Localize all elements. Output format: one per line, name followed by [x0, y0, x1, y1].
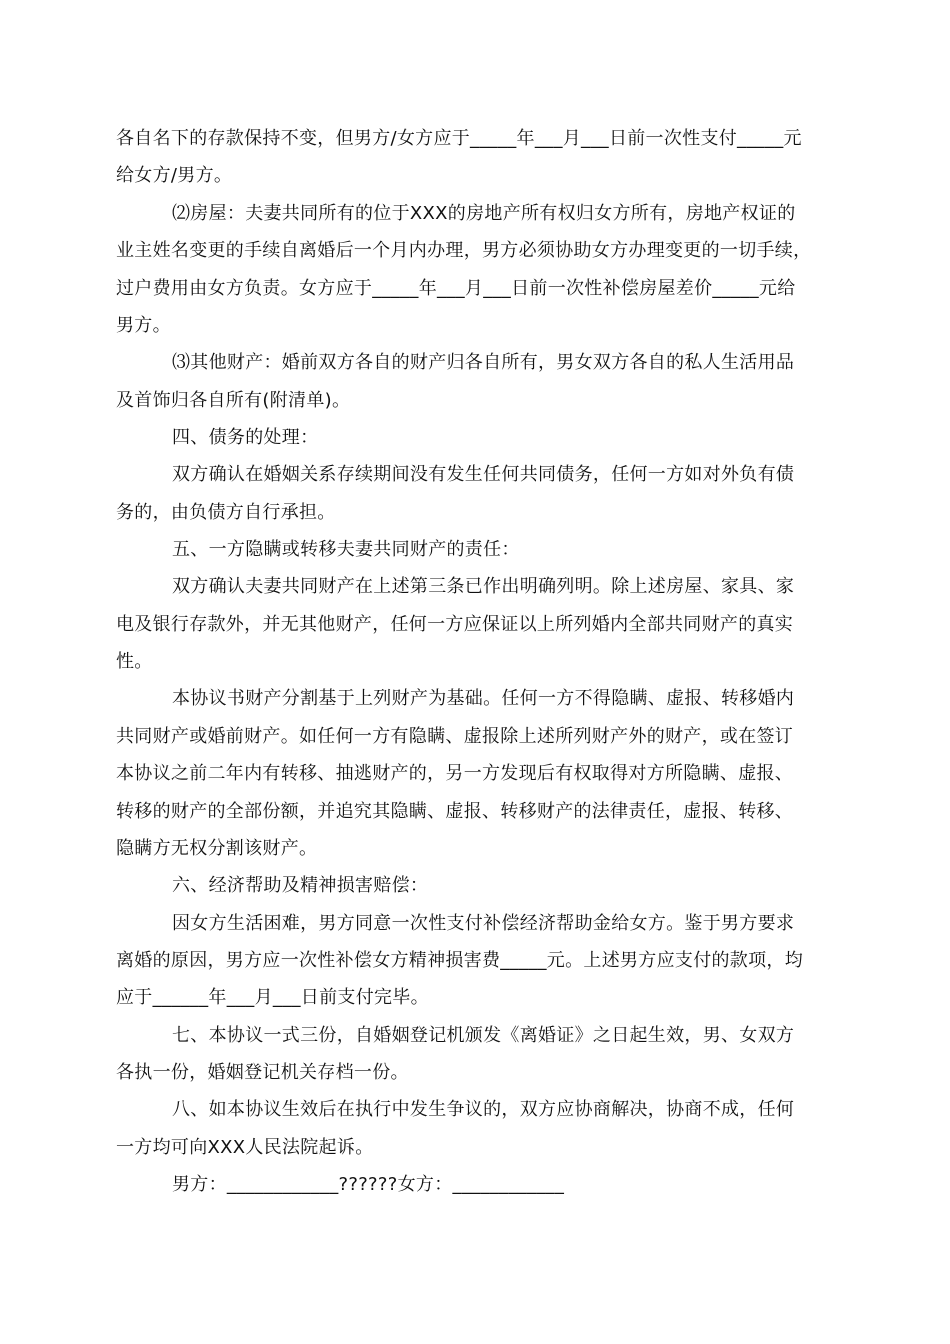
text-line: ⑶其他财产：婚前双方各自的财产归各自所有，男女双方各自的私人生活用品	[172, 352, 795, 373]
text-line: 本协议书财产分割基于上列财产为基础。任何一方不得隐瞒、虚报、转移婚内	[172, 688, 795, 709]
text-line: 共同财产或婚前财产。如任何一方有隐瞒、虚报除上述所列财产外的财产，或在签订	[116, 726, 794, 747]
section-heading: 四、债务的处理：	[172, 427, 319, 448]
text-line: ⑵房屋：夫妻共同所有的位于XXX的房地产所有权归女方所有，房地产权证的	[172, 203, 796, 224]
text-line: 应于______年___月___日前支付完毕。	[116, 987, 429, 1008]
text-line: 性。	[116, 651, 153, 672]
text-line: 隐瞒方无权分割该财产。	[116, 838, 318, 859]
text-line: 因女方生活困难，男方同意一次性支付补偿经济帮助金给女方。鉴于男方要求	[172, 913, 795, 934]
text-line: 八、如本协议生效后在执行中发生争议的，双方应协商解决，协商不成，任何	[172, 1099, 795, 1120]
section-heading: 六、经济帮助及精神损害赔偿：	[172, 875, 429, 896]
text-line: 双方确认夫妻共同财产在上述第三条已作出明确列明。除上述房屋、家具、家	[172, 576, 795, 597]
text-line: 各自名下的存款保持不变，但男方/女方应于_____年___月___日前一次性支付_____元	[116, 128, 802, 149]
text-line: 双方确认在婚姻关系存续期间没有发生任何共同债务，任何一方如对外负有债	[172, 464, 795, 485]
text-line: 一方均可向XXX人民法院起诉。	[116, 1137, 374, 1158]
text-line: 务的，由负债方自行承担。	[116, 502, 336, 523]
text-line: 各执一份，婚姻登记机关存档一份。	[116, 1062, 409, 1083]
text-line: 转移的财产的全部份额，并追究其隐瞒、虚报、转移财产的法律责任，虚报、转移、	[116, 801, 794, 822]
text-line: 过户费用由女方负责。女方应于_____年___月___日前一次性补偿房屋差价_____元给	[116, 278, 796, 299]
text-line: 业主姓名变更的手续自离婚后一个月内办理，男方必须协助女方办理变更的一切手续，	[116, 240, 812, 261]
text-line: 电及银行存款外，并无其他财产，任何一方应保证以上所列婚内全部共同财产的真实	[116, 614, 794, 635]
text-line: 七、本协议一式三份，自婚姻登记机颁发《离婚证》之日起生效，男、女双方	[172, 1025, 795, 1046]
text-line: 给女方/男方。	[116, 165, 233, 186]
text-line: 男方。	[116, 315, 171, 336]
text-line: 本协议之前二年内有转移、抽逃财产的，另一方发现后有权取得对方所隐瞒、虚报、	[116, 763, 794, 784]
text-line: 离婚的原因，男方应一次性补偿女方精神损害费_____元。上述男方应支付的款项，均	[116, 950, 803, 971]
section-heading: 五、一方隐瞒或转移夫妻共同财产的责任：	[172, 539, 520, 560]
signature-line: 男方：____________??????女方：____________	[172, 1174, 565, 1195]
text-line: 及首饰归各自所有(附清单)。	[116, 390, 351, 411]
